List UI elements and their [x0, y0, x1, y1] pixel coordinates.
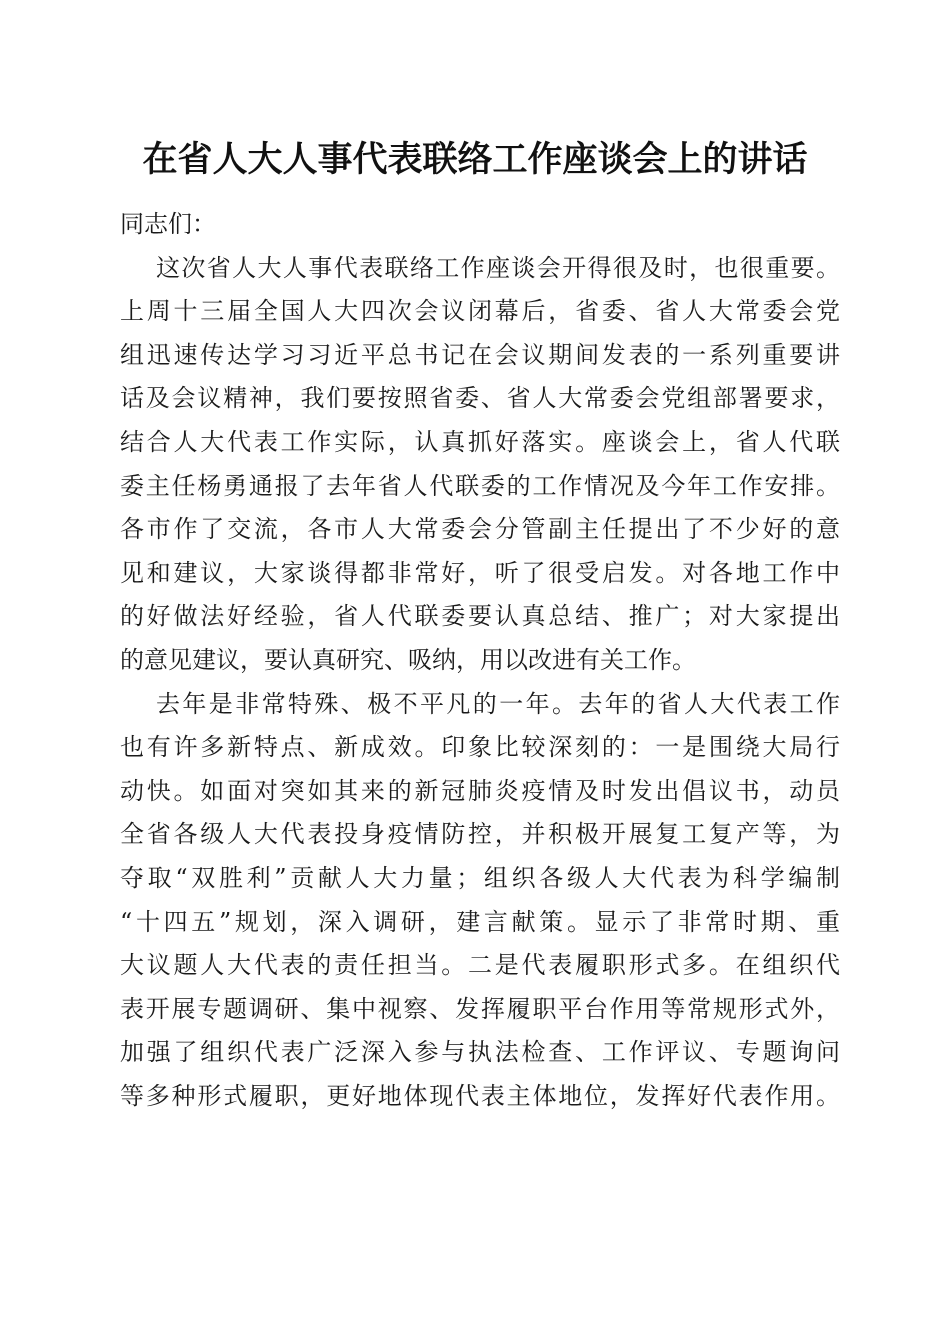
paragraph-1-line-10: 的意见建议，要认真研究、吸纳，用以改进有关工作。: [120, 645, 696, 674]
paragraph-2-line-1: 去年是非常特殊、极不平凡的一年。去年的省人大代表工作: [156, 689, 840, 718]
paragraph-1-line-3: 组迅速传达学习习近平总书记在会议期间发表的一系列重要讲: [120, 340, 840, 369]
paragraph-1-line-6: 委主任杨勇通报了去年省人代联委的工作情况及今年工作安排。: [120, 471, 840, 500]
paragraph-2-line-10: 等多种形式履职，更好地体现代表主体地位，发挥好代表作用。: [120, 1081, 840, 1110]
salutation-line: 同志们：: [120, 210, 216, 238]
paragraph-2-line-7: 大议题人大代表的责任担当。二是代表履职形式多。在组织代: [120, 951, 840, 980]
paragraph-2-line-8: 表开展专题调研、集中视察、发挥履职平台作用等常规形式外，: [120, 994, 840, 1023]
document-title: 在省人大人事代表联络工作座谈会上的讲话: [142, 139, 808, 180]
paragraph-1-line-7: 各市作了交流，各市人大常委会分管副主任提出了不少好的意: [120, 515, 840, 544]
document-body: [120, 203, 840, 1118]
paragraph-1-line-2: 上周十三届全国人大四次会议闭幕后，省委、省人大常委会党: [120, 297, 840, 326]
paragraph-2-line-4: 全省各级人大代表投身疫情防控，并积极开展复工复产等，为: [120, 820, 840, 849]
paragraph-1-line-9: 的好做法好经验，省人代联委要认真总结、推广；对大家提出: [120, 602, 840, 631]
paragraph-2-line-9: 加强了组织代表广泛深入参与执法检查、工作评议、专题询问: [120, 1038, 840, 1067]
paragraph-1-line-1: 这次省人大人事代表联络工作座谈会开得很及时，也很重要。: [156, 253, 840, 282]
paragraph-1-line-5: 结合人大代表工作实际，认真抓好落实。座谈会上，省人代联: [120, 427, 840, 456]
paragraph-2-line-3: 动快。如面对突如其来的新冠肺炎疫情及时发出倡议书，动员: [120, 776, 840, 805]
paragraph-2-line-2: 也有许多新特点、新成效。印象比较深刻的：一是围绕大局行: [120, 733, 840, 762]
paragraph-2-line-5: 夺取“双胜利”贡献人大力量；组织各级人大代表为科学编制: [120, 863, 840, 892]
paragraph-1-line-8: 见和建议，大家谈得都非常好，听了很受启发。对各地工作中: [120, 558, 840, 587]
paragraph-2-line-6: “十四五”规划，深入调研，建言献策。显示了非常时期、重: [120, 907, 840, 936]
paragraph-1-line-4: 话及会议精神，我们要按照省委、省人大常委会党组部署要求，: [120, 384, 840, 413]
